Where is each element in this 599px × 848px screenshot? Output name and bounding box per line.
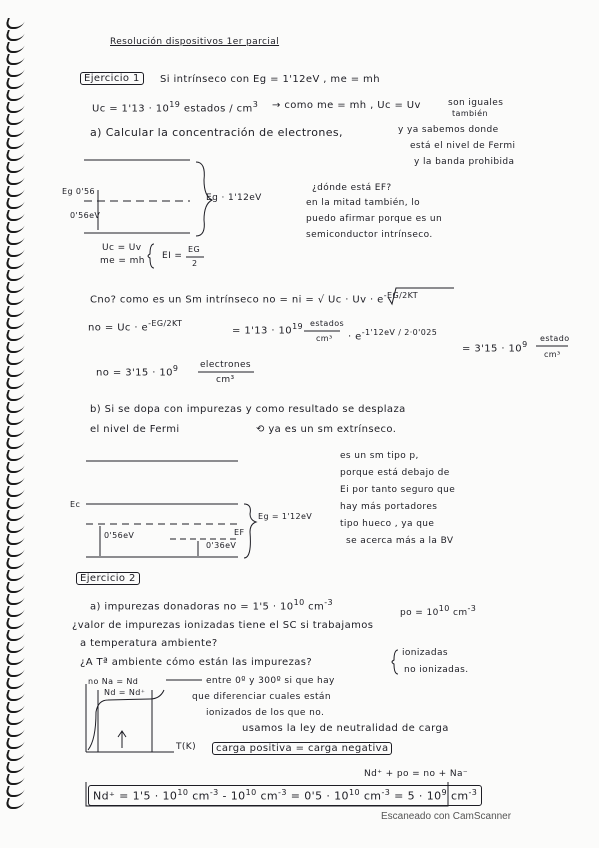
ex2-neutrality-law: usamos la ley de neutralidad de carga	[242, 723, 449, 734]
ex1-no-eq-4-unit-num: estado	[540, 334, 570, 343]
ex1-diagram-left-2: 0'56eV	[70, 211, 101, 220]
ex1-cond-2: me = mh	[100, 256, 145, 266]
ex1-a-side-2: está el nivel de Fermi	[410, 141, 516, 151]
ex1-no-eq-2: = $1'13 \cdot 10^{19}$	[232, 322, 304, 337]
page-title: Resolución dispositivos 1er parcial	[110, 37, 280, 47]
exercise-1-label: Ejercicio 1	[80, 72, 144, 85]
ex1-cond-brace	[148, 244, 154, 268]
ex1-b-note-4: hay más portadores	[340, 502, 438, 512]
ex1-b-note-6: se acerca más a la BV	[346, 536, 454, 546]
ex1-cond-1: Uc = Uv	[102, 243, 142, 253]
ex1-uc-value: $Uc = 1'13 \cdot 10^{19}$ estados / $cm^3$	[92, 100, 259, 115]
exercise-2-label: Ejercicio 2	[76, 572, 140, 585]
ex1-b-diagram-ec: Ec	[70, 500, 81, 509]
ex2-graph-note-3: ionizados de los que no.	[206, 708, 325, 718]
scanner-watermark: Escaneado con CamScanner	[381, 811, 512, 822]
ex2-option-ionized: ionizadas	[402, 648, 448, 658]
ex2-graph-axis-label: T(K)	[176, 742, 197, 752]
ex1-no-eq-2-unit-den: cm³	[316, 334, 333, 343]
ex1-b-note-5: tipo hueco , ya que	[340, 519, 435, 529]
ex1-b-diagram-gap-1: 0'56eV	[104, 531, 135, 540]
ex2-graph-label-2: Nd = Nd⁺	[104, 688, 146, 697]
ex1-part-b-line-1: b) Si se dopa con impurezas y como resultado se desplaza	[90, 404, 406, 415]
ex1-statement: Si intrínseco con Eg = 1'12eV , me = mh	[160, 74, 380, 85]
ex1-part-b-line-2: el nivel de Fermi	[90, 424, 180, 435]
ex1-b-note-1: es un sm tipo p,	[340, 451, 419, 461]
ex1-sqrt-sign	[388, 288, 454, 304]
ex1-diagram-left-1: Eg 0'56	[62, 187, 95, 196]
ex1-diagram-eg: Eg · 1'12eV	[206, 193, 262, 203]
ex2-graph-curve	[88, 690, 164, 750]
ex2-charge-equation: Nd⁺ + po = no + Na⁻	[364, 769, 469, 779]
ex2-final-box-frame	[86, 782, 448, 806]
ex1-no-eq-3: · $e^{-1'12eV / 2\cdot 0'025}$	[348, 328, 438, 343]
ex1-no-eq-4: = $3'15 \cdot 10^9$	[462, 340, 528, 355]
ex1-ei-numerator: EG	[188, 245, 201, 254]
ex1-a-side-3: y la banda prohibida	[414, 157, 515, 167]
ex2-options-brace	[392, 650, 398, 674]
ex1-part-a: a) Calcular la concentración de electrones,	[90, 126, 343, 139]
ex1-b-brace	[244, 504, 256, 558]
ex1-a-side-1: y ya sabemos donde	[398, 125, 499, 135]
ex2-option-not-ionized: no ionizadas.	[404, 665, 469, 675]
ex1-note-2: en la mitad también, lo	[306, 198, 421, 208]
ex2-final-result: $Nd^+ = 1'5 \cdot 10^{10}$ $cm^{-3} - 10^{10}$ $cm^{-3} = 0'5 \cdot 10^{10}$ $cm^{-3} = 5 \cdot 10^9$ $cm^{-3}$	[88, 785, 482, 806]
ex1-b-diagram-gap-2: 0'36eV	[206, 541, 237, 550]
ex2-po-value: po = $10^{10}$ $cm^{-3}$	[400, 604, 477, 618]
ex1-uc-uv-relation: → como me = mh , Uc = Uv	[272, 100, 421, 111]
ex1-b-note-3: Ei por tanto seguro que	[340, 485, 456, 495]
ex2-neutrality-box: carga positiva = carga negativa	[212, 742, 392, 755]
ex1-no-result-unit-den: cm³	[216, 375, 235, 385]
ex1-note-1: ¿dónde está EF?	[312, 183, 392, 193]
ex2-graph-label-1: no Na = Nd	[88, 677, 139, 686]
ex1-no-eq-4-unit-den: cm³	[544, 350, 561, 359]
ex1-cno-question: Cno? como es un Sm intrínseco no = ni = √ $Uc \cdot Uv \cdot e^{-EG/2KT}$	[90, 291, 418, 306]
ex1-no-eq-1: no = $Uc \cdot e^{-EG/2KT}$	[88, 319, 183, 334]
ex1-note-4: semiconductor intrínseco.	[306, 230, 433, 240]
ex1-ei-lhs: EI =	[162, 251, 183, 261]
ex2-part-a-line-3: a temperatura ambiente?	[80, 638, 218, 649]
ex2-graph-note-2: que diferenciar cuales están	[192, 692, 331, 702]
ex2-part-a-line-1: a) impurezas donadoras no = $1'5 \cdot 10^{10}$ $cm^{-3}$	[90, 598, 333, 613]
ex2-question: ¿A Tª ambiente cómo están las impurezas?	[80, 657, 313, 668]
ex1-no-eq-2-unit-num: estados	[310, 319, 345, 328]
ex1-note-equal: son iguales	[448, 98, 504, 108]
ex2-part-a-line-2: ¿valor de impurezas ionizadas tiene el SC si trabajamos	[72, 620, 374, 631]
ex1-note-3: puedo afirmar porque es un	[306, 214, 443, 224]
ex1-brace	[196, 162, 212, 236]
ex1-part-b-line-2b: ⟲ ya es un sm extrínseco.	[256, 424, 397, 435]
ex1-b-note-2: porque está debajo de	[340, 468, 450, 478]
ex1-no-result: no = $3'15 \cdot 10^9$	[96, 364, 179, 379]
ex1-b-diagram-eg: Eg = 1'12eV	[258, 512, 313, 521]
ex2-graph-note-1: entre 0º y 300º si que hay	[206, 676, 335, 686]
ex1-note-also: también	[452, 109, 488, 118]
ex1-no-result-unit-num: electrones	[200, 360, 251, 370]
ex1-b-diagram-ef: EF	[234, 528, 245, 537]
ex1-ei-denominator: 2	[192, 259, 198, 268]
